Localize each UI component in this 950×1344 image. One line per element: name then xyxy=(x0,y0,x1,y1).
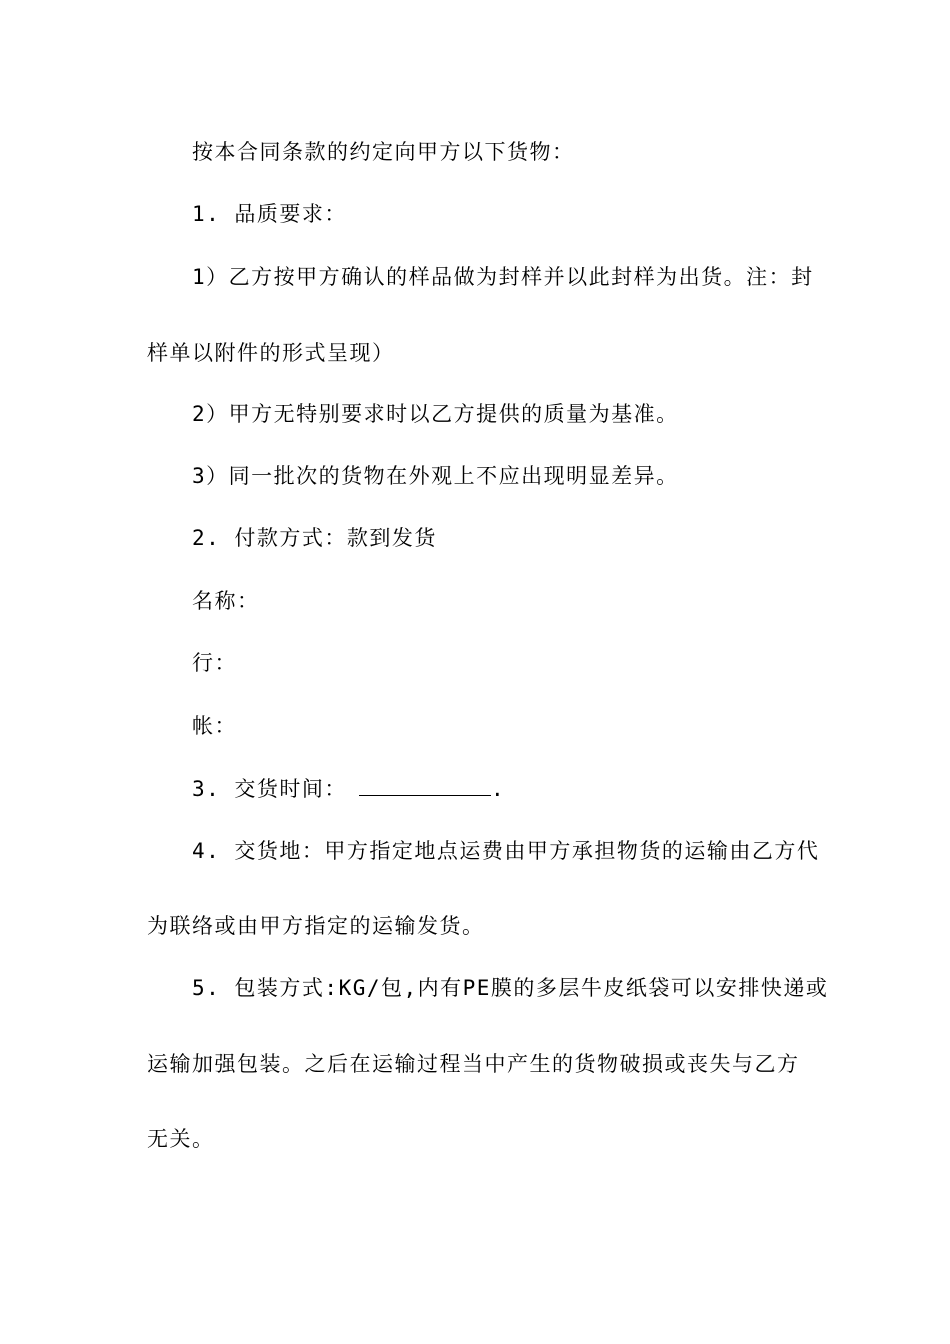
payment-line: 2. 付款方式：款到发货 xyxy=(192,526,437,550)
bank-line: 行： xyxy=(192,651,237,675)
delivery-time-label: 3. 交货时间： xyxy=(192,777,347,801)
quality-item-1-cont: 样单以附件的形式呈现） xyxy=(147,341,395,365)
packaging-line: 5. 包装方式:KG/包,内有PE膜的多层牛皮纸袋可以安排快递或 xyxy=(192,976,829,1000)
quality-item-1: 1）乙方按甲方确认的样品做为封样并以此封样为出货。注：封 xyxy=(192,265,814,289)
packaging-cont-2: 无关。 xyxy=(147,1127,215,1151)
delivery-place-cont: 为联络或由甲方指定的运输发货。 xyxy=(147,914,485,938)
delivery-place-line: 4. 交货地：甲方指定地点运费由甲方承担物货的运输由乙方代 xyxy=(192,839,820,863)
account-number-line: 帐： xyxy=(192,714,237,738)
account-name-line: 名称： xyxy=(192,589,260,613)
packaging-cont-1: 运输加强包装。之后在运输过程当中产生的货物破损或丧失与乙方 xyxy=(147,1052,800,1076)
quality-item-3: 3）同一批次的货物在外观上不应出现明显差异。 xyxy=(192,464,679,488)
quality-heading: 1. 品质要求： xyxy=(192,202,347,226)
intro-line: 按本合同条款的约定向甲方以下货物： xyxy=(192,140,575,164)
quality-item-2: 2）甲方无特别要求时以乙方提供的质量为基准。 xyxy=(192,402,679,426)
delivery-time-line xyxy=(192,773,505,803)
delivery-time-period: . xyxy=(490,777,506,801)
delivery-time-blank xyxy=(359,773,491,796)
